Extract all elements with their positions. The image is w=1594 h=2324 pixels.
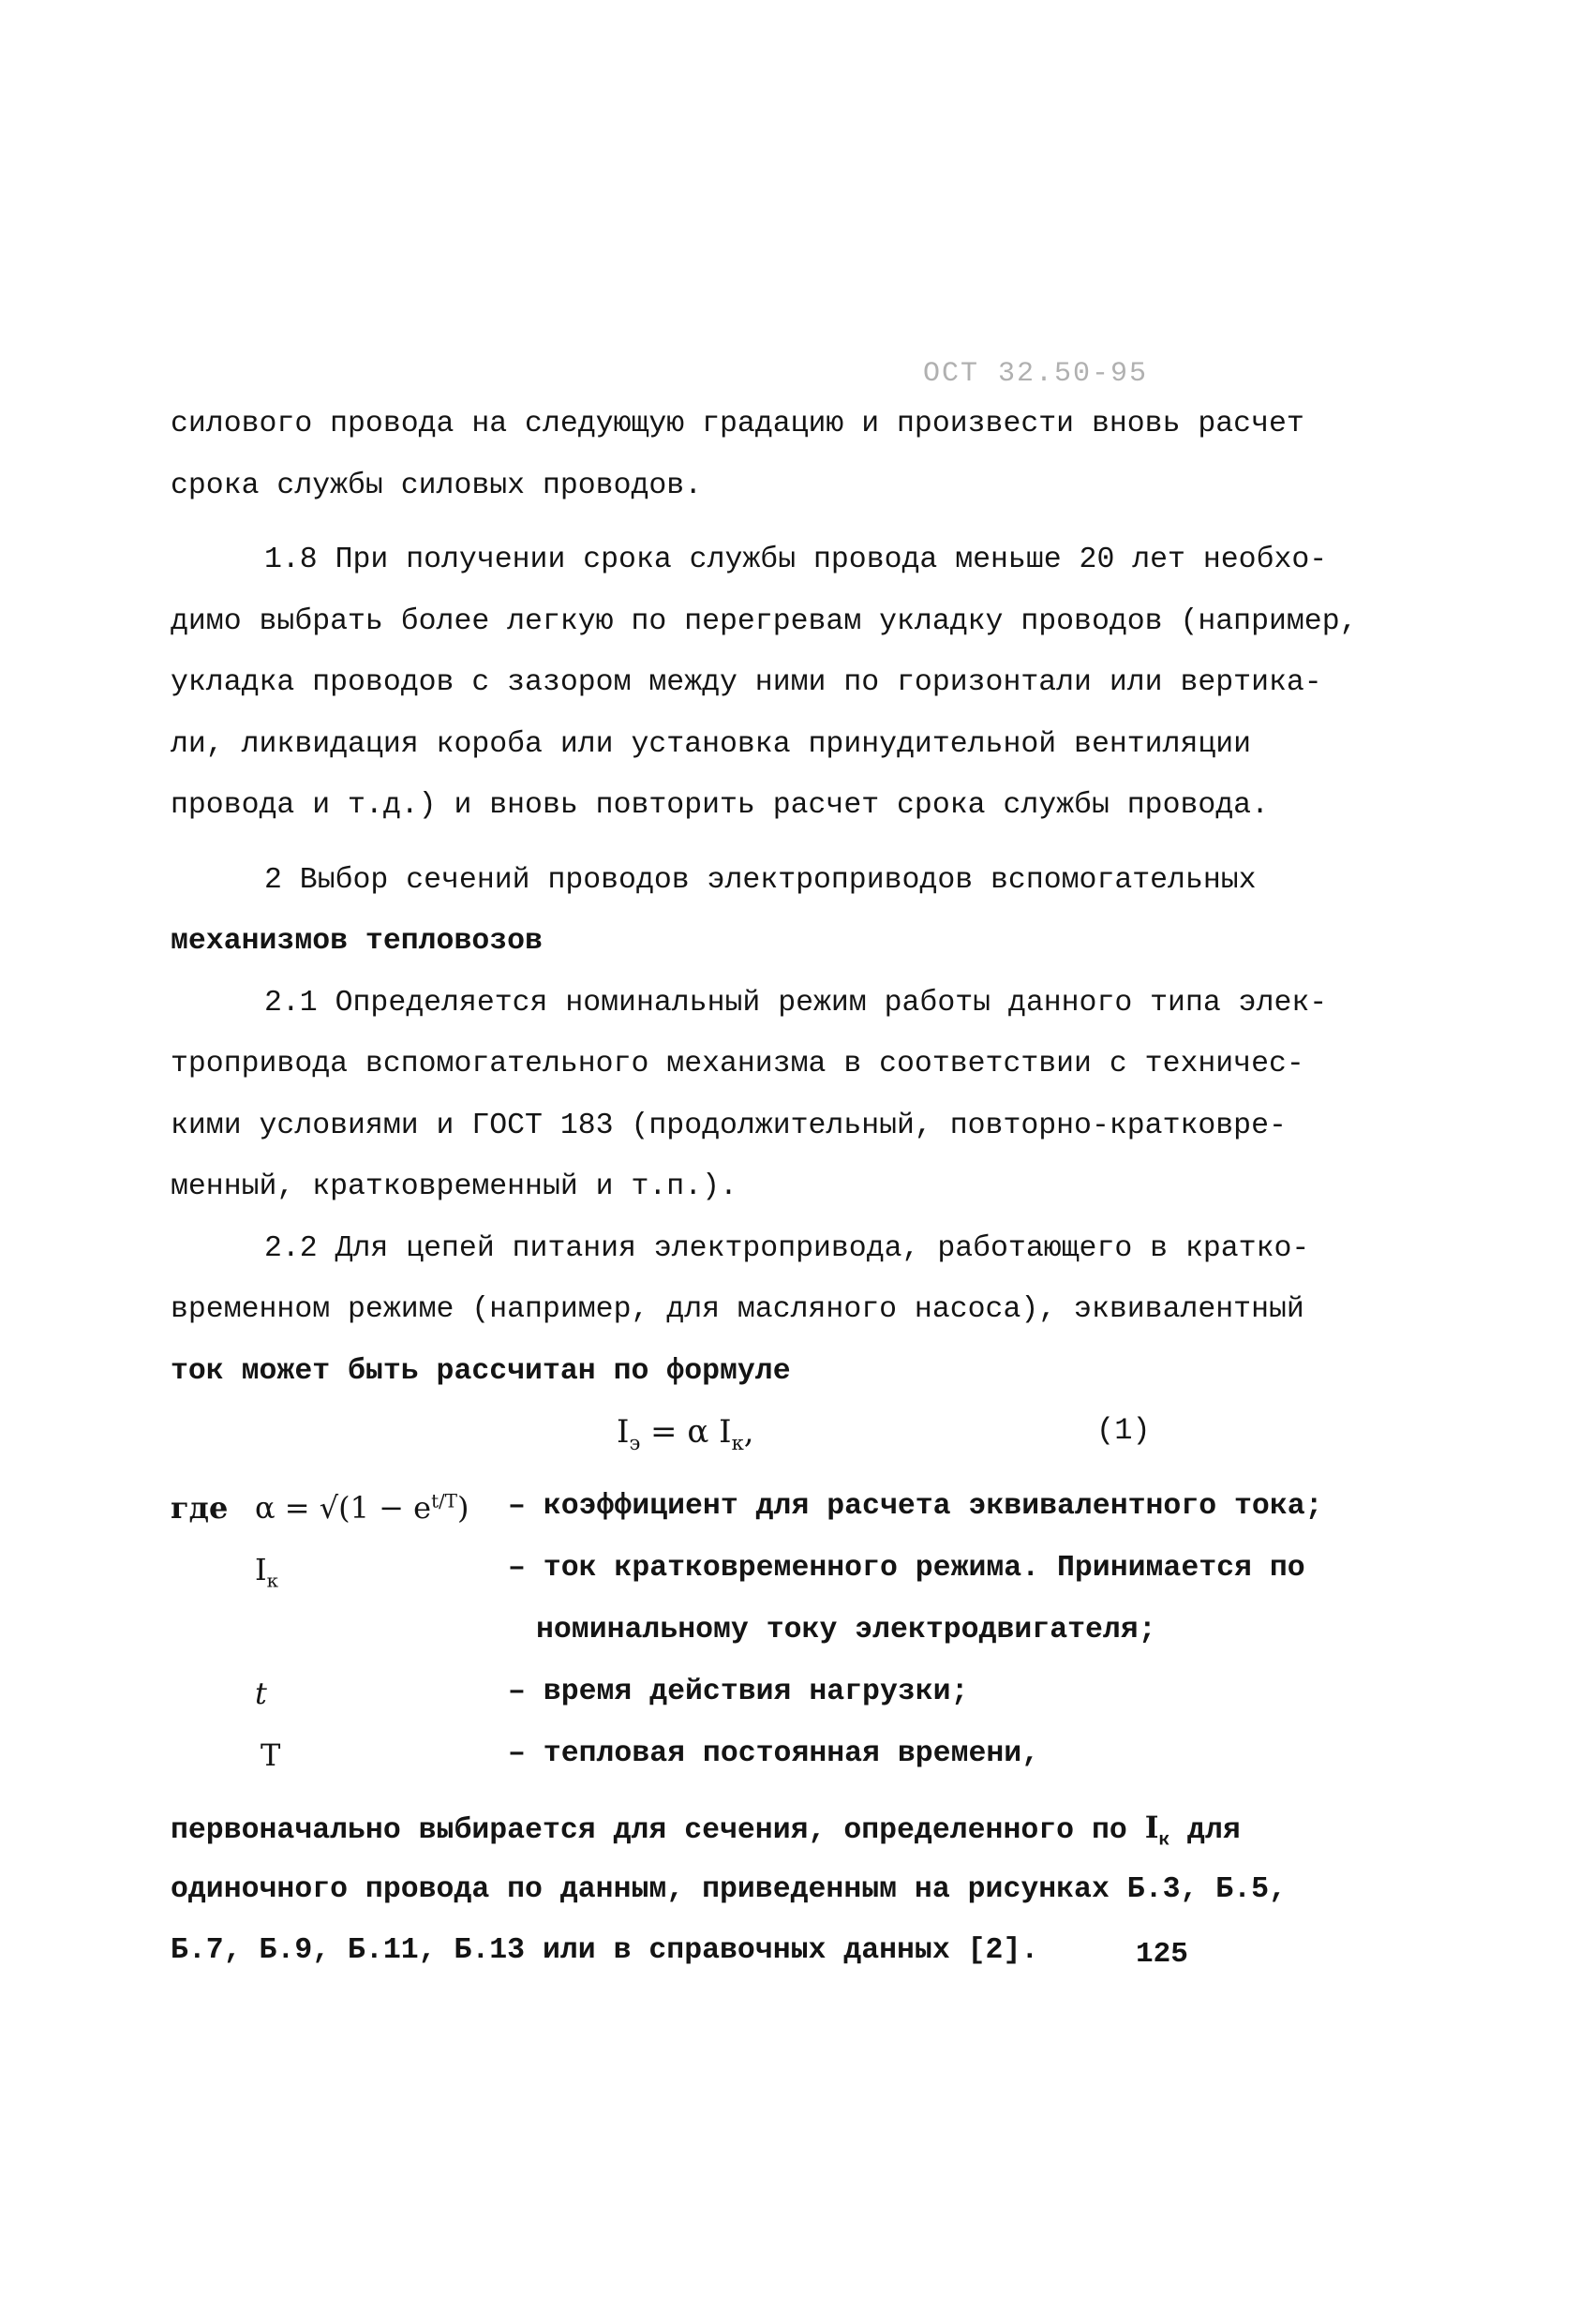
T-description: – тепловая постоянная времени, [508, 1737, 1040, 1770]
paragraph-2-2: 2.2 Для цепей питания электропривода, работающего в кратко- [264, 1231, 1310, 1265]
text-line: менный, кратковременный и т.п.). [171, 1170, 737, 1203]
text-line: ток может быть рассчитан по формуле [171, 1354, 791, 1388]
alpha-description: – коэффициент для расчета эквивалентного тока; [508, 1490, 1323, 1523]
text-line: Б.7, Б.9, Б.11, Б.13 или в справочных данных [2]. [171, 1934, 1039, 1967]
text-line: димо выбрать более легкую по перегревам укладку проводов (например, [171, 604, 1358, 638]
paragraph-2-1: 2.1 Определяется номинальный режим работы данного типа элек- [264, 986, 1328, 1020]
t-description: – время действия нагрузки; [508, 1676, 969, 1708]
equivalent-current-formula: $I_э = \alpha$ $I_к$, [617, 1413, 754, 1454]
text-line: силового провода на следующую градацию и произвести вновь расчет [171, 408, 1304, 440]
section-2-heading: 2 Выбор сечений проводов электроприводов вспомогательных [264, 863, 1257, 897]
text-line: укладка проводов с зазором между ними по горизонтали или вертика- [171, 666, 1322, 699]
closing-text [171, 1797, 1287, 1982]
document-code-header: ОСТ 32.50-95 [923, 358, 1149, 390]
where-label: где [171, 1490, 229, 1526]
alpha-expression: $\alpha = √(1 - e^{t/T})$ [255, 1490, 469, 1526]
t-symbol: t [255, 1676, 267, 1711]
body-text [171, 394, 1426, 1402]
formula-number: (1) [1096, 1413, 1151, 1448]
variable-definitions [171, 1490, 1408, 1799]
ik-description: – ток кратковременного режима. Принимается по [508, 1552, 1305, 1585]
section-2-heading-cont: механизмов тепловозов [171, 925, 543, 958]
text-line: первоначально выбирается для сечения, определенного по $I_к$ для [171, 1810, 1241, 1851]
page-number: 125 [1136, 1938, 1188, 1971]
T-symbol: T [261, 1737, 281, 1773]
text-line: кими условиями и ГОСТ 183 (продолжительный, повторно-кратковре- [171, 1109, 1287, 1142]
text-line: срока службы силовых проводов. [171, 469, 703, 502]
text-line: тропривода вспомогательного механизма в соответствии с техничес- [171, 1048, 1304, 1080]
ik-symbol: $I_к$ [255, 1552, 279, 1592]
paragraph-1-8: 1.8 При получении срока службы провода меньше 20 лет необхо- [264, 544, 1328, 576]
text-line: одиночного провода по данным, приведенным на рисунках Б.3, Б.5, [171, 1872, 1287, 1906]
text-line: провода и т.д.) и вновь повторить расчет срока службы провода. [171, 789, 1269, 822]
text-line: временном режиме (например, для масляного насоса), эквивалентный [171, 1293, 1304, 1326]
ik-description-cont: номинальному току электродвигателя; [536, 1614, 1156, 1646]
text-line: ли, ликвидация короба или установка принудительной вентиляции [171, 727, 1252, 761]
